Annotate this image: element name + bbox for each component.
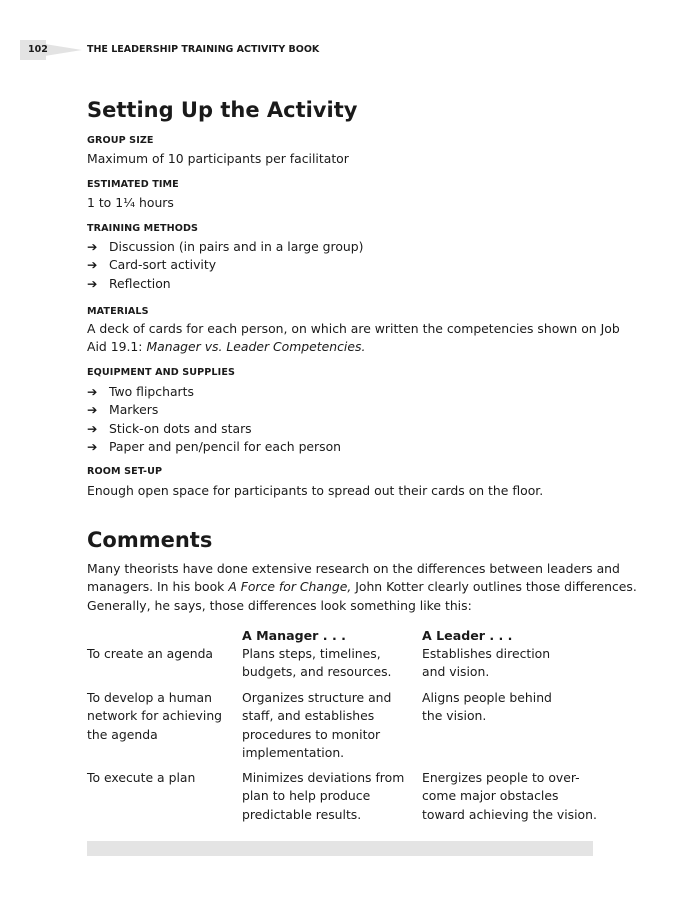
comments-title: Comments	[87, 528, 213, 552]
table-cell-manager: budgets, and resources.	[242, 664, 392, 680]
table-cell-manager: Organizes structure and	[242, 690, 392, 705]
room-label: ROOM SET-UP	[87, 466, 163, 477]
section-title: Setting Up the Activity	[87, 98, 358, 122]
arrow-bullet-icon: ➔	[87, 402, 98, 417]
materials-line	[87, 339, 365, 355]
table-cell-leader: come major obstacles	[422, 788, 559, 804]
materials-label: MATERIALS	[87, 306, 149, 317]
arrow-bullet-icon: ➔	[87, 421, 98, 436]
list-item	[87, 239, 363, 255]
table-cell-leader: the vision.	[422, 708, 487, 724]
comments-text: John Kotter clearly outlines those differences.	[351, 579, 637, 594]
leader-column-header: A Leader . . .	[422, 628, 513, 643]
table-cell-manager: plan to help produce	[242, 788, 371, 804]
book-title: A Force for Change,	[228, 579, 352, 594]
time-text: 1 to 1¹⁄₄ hours	[87, 195, 174, 210]
table-cell-task: To create an agenda	[87, 646, 214, 661]
room-text: Enough open space for participants to spread out their cards on the floor.	[87, 483, 544, 498]
comments-text: managers. In his book	[87, 579, 229, 594]
job-aid-title: Manager vs. Leader Competencies.	[146, 339, 366, 354]
time-label: ESTIMATED TIME	[87, 179, 179, 190]
list-item-text: Two flipcharts	[109, 384, 194, 399]
table-cell-task: To develop a human	[87, 690, 213, 705]
list-item-text: Stick-on dots and stars	[109, 421, 252, 436]
list-item	[87, 421, 252, 437]
table-cell-leader: Aligns people behind	[422, 690, 552, 705]
comments-line: Generally, he says, those differences look something like this:	[87, 598, 472, 613]
arrow-bullet-icon: ➔	[87, 439, 98, 454]
arrow-bullet-icon: ➔	[87, 276, 98, 291]
list-item	[87, 276, 171, 292]
table-cell-manager: staff, and establishes	[242, 708, 375, 724]
table-cell-manager: Plans steps, timelines,	[242, 646, 381, 661]
table-cell-manager: procedures to monitor	[242, 726, 381, 742]
page-number: 102	[28, 44, 48, 55]
list-item-text: Card-sort activity	[109, 257, 217, 272]
arrow-bullet-icon: ➔	[87, 384, 98, 399]
table-cell-leader: Establishes direction	[422, 646, 551, 661]
table-cell-task: To execute a plan	[87, 770, 196, 785]
list-item	[87, 439, 341, 455]
group-size-label: GROUP SIZE	[87, 135, 154, 146]
table-cell-manager: predictable results.	[242, 806, 362, 822]
group-size-text: Maximum of 10 participants per facilitator	[87, 151, 349, 166]
table-cell-manager: Minimizes deviations from	[242, 770, 405, 785]
list-item-text: Markers	[109, 402, 159, 417]
table-cell-leader: and vision.	[422, 664, 490, 680]
list-item-text: Paper and pen/pencil for each person	[109, 439, 342, 454]
list-item	[87, 384, 194, 400]
list-item-text: Reflection	[109, 276, 171, 291]
table-cell-leader: Energizes people to over-	[422, 770, 580, 785]
comments-line: Many theorists have done extensive research on the differences between leaders and	[87, 561, 620, 576]
manager-column-header: A Manager . . .	[242, 628, 346, 643]
running-header: THE LEADERSHIP TRAINING ACTIVITY BOOK	[87, 44, 320, 55]
methods-label: TRAINING METHODS	[87, 223, 199, 234]
table-cell-task: the agenda	[87, 726, 158, 742]
footer-bar	[87, 841, 593, 856]
table-cell-manager: implementation.	[242, 744, 345, 760]
list-item	[87, 257, 216, 273]
table-cell-leader: toward achieving the vision.	[422, 806, 597, 822]
arrow-bullet-icon: ➔	[87, 257, 98, 272]
arrow-bullet-icon: ➔	[87, 239, 98, 254]
materials-line: A deck of cards for each person, on which are written the competencies shown on Job	[87, 321, 620, 336]
list-item-text: Discussion (in pairs and in a large group)	[109, 239, 364, 254]
table-cell-task: network for achieving	[87, 708, 223, 724]
materials-text: Aid 19.1:	[87, 339, 147, 354]
equipment-label: EQUIPMENT AND SUPPLIES	[87, 367, 235, 378]
comments-line	[87, 579, 637, 595]
list-item	[87, 402, 158, 418]
